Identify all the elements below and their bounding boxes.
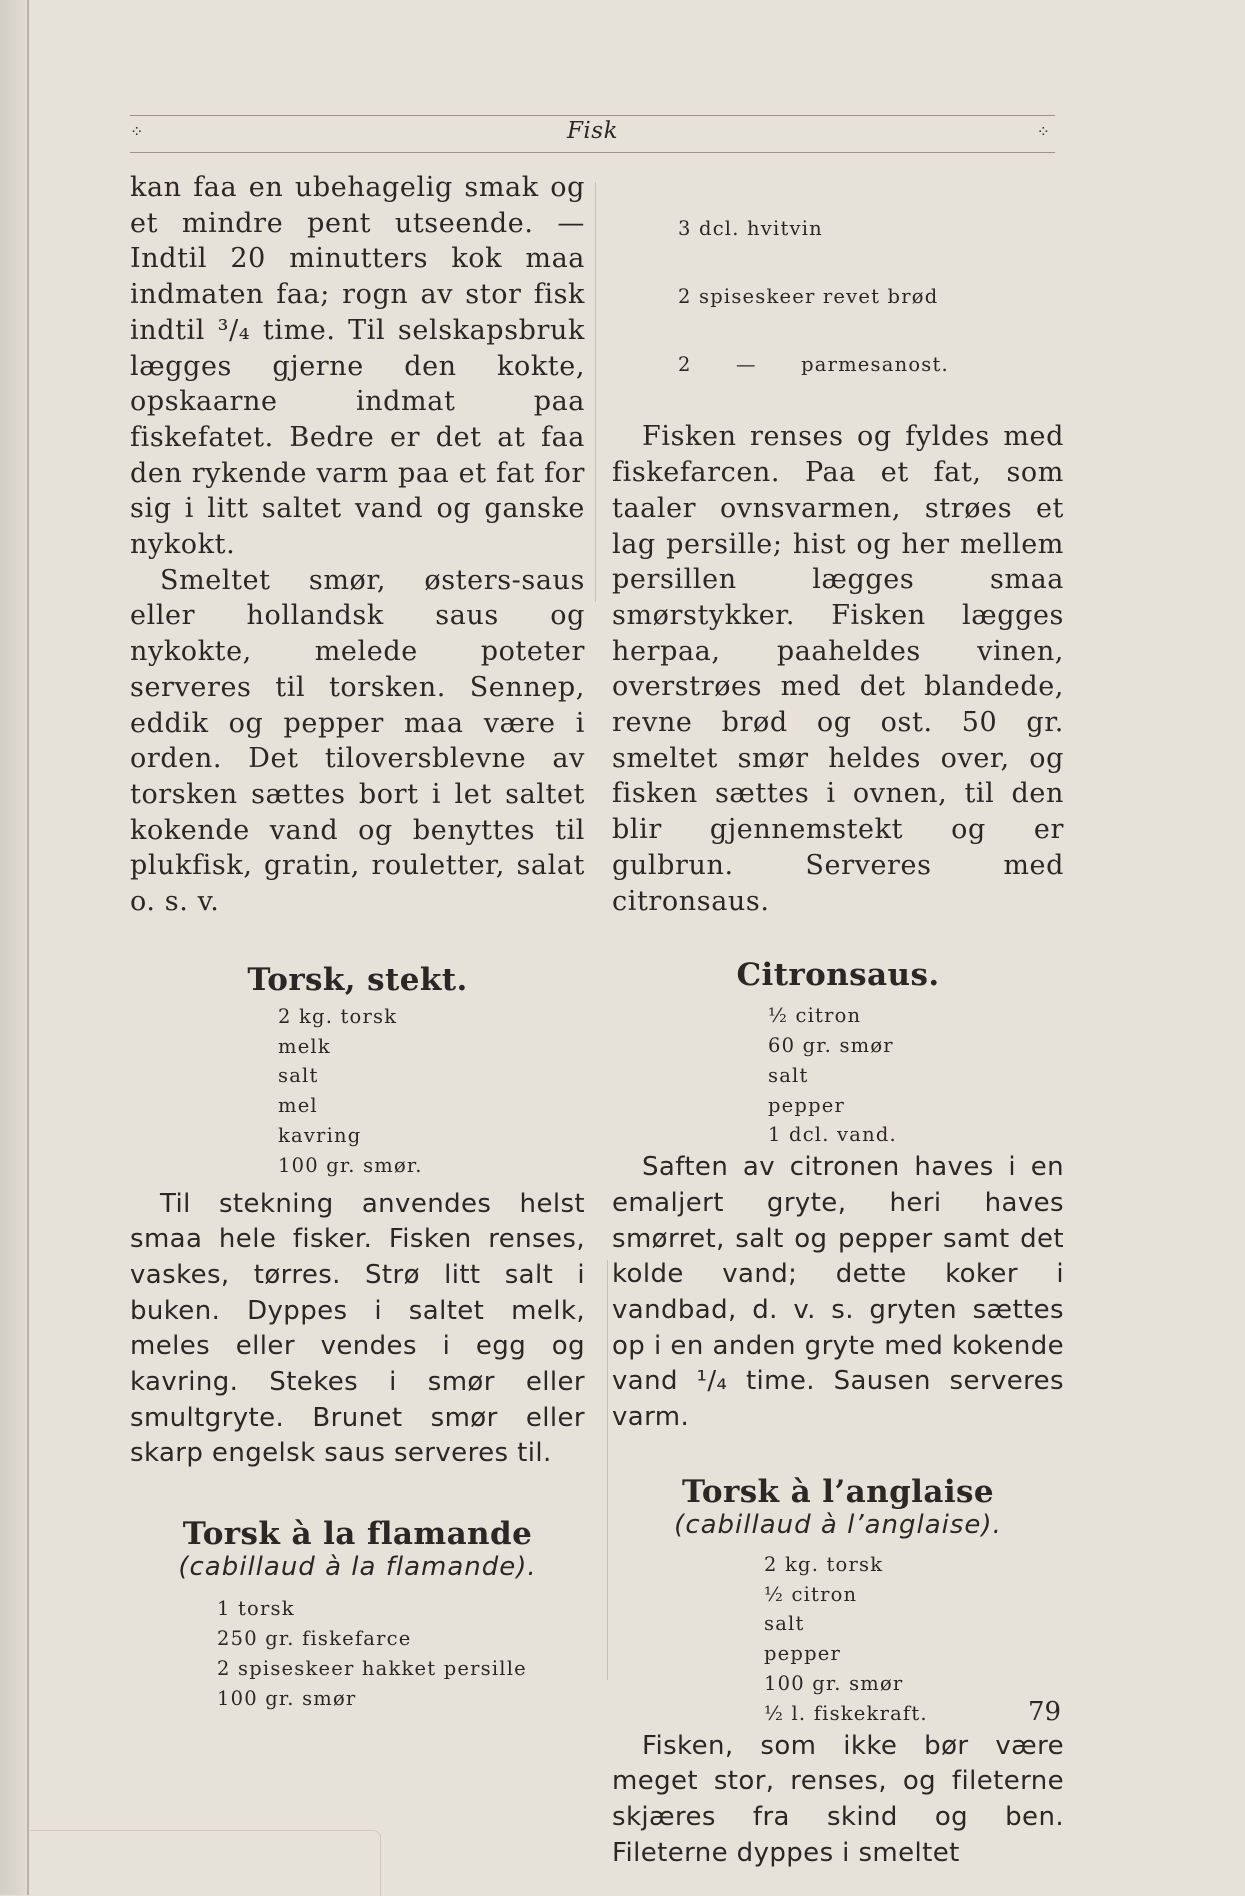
- ingredient-item: 2 kg. torsk: [764, 1552, 884, 1576]
- ingredient-item: 100 gr. smør: [764, 1672, 904, 1696]
- column-divider-upper: [595, 182, 596, 602]
- column-divider-lower: [607, 1260, 608, 1680]
- ingredient-list-flamande-cont: [678, 176, 1064, 417]
- paragraph-indmat: kan faa en ubehagelig smak og et mindre pent utseende. — Indtil 20 minutters kok maa indmaten faa; rogn av stor fisk indtil ³/₄ time. Til selskapsbruk lægges gjerne den kokte, opskaarne indmat paa fiskefatet. Bedre er det at faa den rykende varm paa et fat for sig i litt saltet vand og ganske nykokt.: [130, 172, 585, 561]
- paragraph-flamande-method: Fisken renses og fyldes med fiskefarcen. Paa et fat, som taaler ovnsvarmen, strøes et lag persille; hist og her mellem persillen lægges smaa smørstykker. Fisken lægges herpaa, paaheldes vinen, overstrøes med det blandede, revne brød og ost. 50 gr. smeltet smør heldes over, og fisken sættes i ovnen, til den blir gjennemstekt og er gulbrun. Serveres med citronsaus.: [612, 421, 1064, 917]
- ingredient-list-anglaise: [764, 1550, 1064, 1729]
- recipe-heading-torsk-anglaise: Torsk à l’anglaise: [681, 1473, 994, 1510]
- header-rule-top: [130, 115, 1055, 116]
- ingredient-list-torsk-stekt: [278, 1002, 585, 1181]
- recipe-heading-torsk-flamande: Torsk à la flamande: [182, 1516, 533, 1553]
- ingredient-item: 1 dcl. vand.: [768, 1123, 897, 1147]
- ingredient-item: 1 torsk: [217, 1597, 295, 1621]
- page-gutter-line: [27, 0, 29, 1895]
- ingredient-item: 2 spiseskeer revet brød: [678, 284, 939, 308]
- ingredient-item: 100 gr. smør: [217, 1686, 357, 1710]
- scan-corner-mark: [30, 1830, 381, 1896]
- ingredient-item: 2 — parmesanost.: [678, 352, 949, 376]
- ingredient-item: ½ l. fiskekraft.: [764, 1701, 928, 1725]
- ingredient-item: mel: [278, 1094, 318, 1118]
- recipe-subheading-flamande: (cabillaud à la flamande).: [178, 1552, 537, 1583]
- right-column: [612, 170, 1064, 1871]
- paragraph-anglaise-method: Fisken, som ikke bør være meget stor, renses, og fileterne skjæres fra skind og ben. Fileterne dyppes i smeltet: [612, 1730, 1064, 1868]
- ingredient-item: salt: [764, 1612, 805, 1636]
- ingredient-list-flamande: [217, 1594, 585, 1713]
- ingredient-item: pepper: [764, 1642, 842, 1666]
- ingredient-item: pepper: [768, 1093, 846, 1117]
- recipe-heading-torsk-stekt: Torsk, stekt.: [247, 961, 468, 998]
- header-title: Fisk: [566, 118, 619, 144]
- ingredient-item: ½ citron: [768, 1004, 862, 1028]
- ingredient-item: 3 dcl. hvitvin: [678, 217, 823, 240]
- ingredient-item: 100 gr. smør.: [278, 1153, 423, 1177]
- left-column: [130, 170, 585, 1713]
- ingredient-item: 250 gr. fiskefarce: [217, 1626, 412, 1650]
- ornament-left-icon: ⁘: [130, 122, 144, 141]
- page-gutter-shadow: [0, 0, 30, 1895]
- paragraph-servering: Smeltet smør, østers-saus eller hollandsk saus og nykokte, melede poteter serveres til torsken. Sennep, eddik og pepper maa være i orden. Det tiloversblevne av torsken sættes bort i let saltet kokende vand og benyttes til plukfisk, gratin, rouletter, salat o. s. v.: [130, 564, 585, 918]
- ingredient-item: kavring: [278, 1123, 362, 1147]
- paragraph-citronsaus: Saften av citronen haves i en emaljert gryte, heri haves smørret, salt og pepper samt det kolde vand; dette koker i vandbad, d. v. s. gryten sættes op i en anden gryte med kokende vand ¹/₄ time. Sausen serveres varm.: [612, 1152, 1064, 1433]
- ingredient-list-citronsaus: [768, 1001, 1064, 1150]
- ingredient-item: salt: [768, 1063, 809, 1087]
- ingredient-item: 2 spiseskeer hakket persille: [217, 1656, 527, 1680]
- recipe-subheading-anglaise: (cabillaud à l’anglaise).: [674, 1509, 1002, 1540]
- ingredient-item: 2 kg. torsk: [278, 1004, 398, 1028]
- ornament-right-icon: ⁘: [1036, 122, 1050, 141]
- ingredient-item: ½ citron: [764, 1582, 858, 1606]
- ingredient-item: salt: [278, 1064, 319, 1088]
- recipe-heading-citronsaus: Citronsaus.: [736, 957, 940, 994]
- running-header: [130, 110, 1055, 150]
- header-rule-bottom: [130, 152, 1055, 153]
- page-number: 79: [1028, 1697, 1062, 1727]
- ingredient-item: 60 gr. smør: [768, 1034, 894, 1058]
- paragraph-torsk-stekt: Til stekning anvendes helst smaa hele fisker. Fisken renses, vaskes, tørres. Strø litt salt i buken. Dyppes i saltet melk, meles eller vendes i egg og kavring. Stekes i smør eller smultgryte. Brunet smør eller skarp engelsk saus serveres til.: [130, 1188, 585, 1469]
- ingredient-item: melk: [278, 1034, 331, 1058]
